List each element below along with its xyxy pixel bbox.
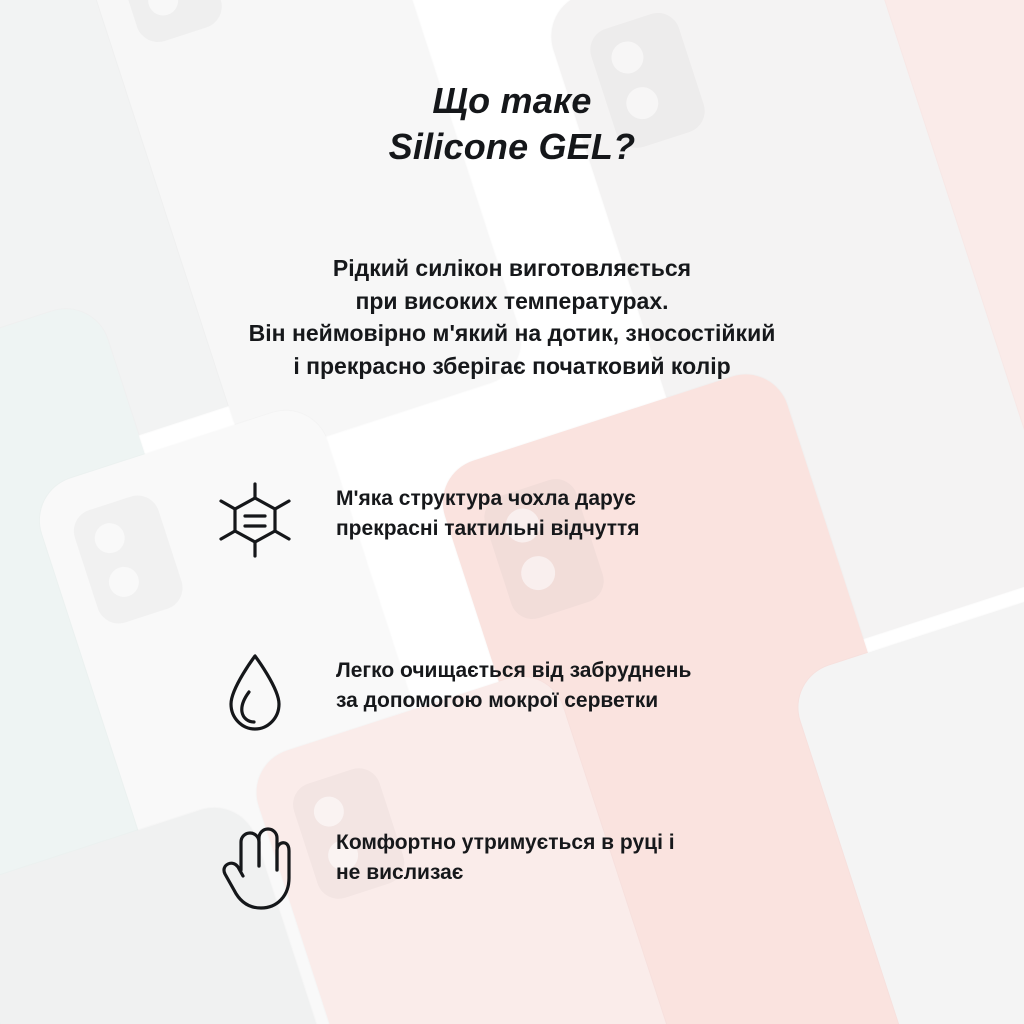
feature-item-comfortable-grip bbox=[196, 814, 896, 986]
feature-line-1: Комфортно утримується в руці і bbox=[336, 831, 675, 854]
page-title-line-1: Що таке bbox=[432, 80, 592, 121]
page-title-line-2: Silicone GEL? bbox=[388, 126, 636, 168]
page-subtitle bbox=[0, 252, 1024, 383]
feature-list bbox=[196, 470, 896, 986]
subtitle-line-1: Рідкий силікон виготовляється bbox=[332, 255, 692, 281]
molecule-icon bbox=[196, 470, 314, 564]
water-drop-icon bbox=[196, 642, 314, 740]
feature-text-easy-clean bbox=[314, 642, 691, 717]
feature-text-soft-structure bbox=[314, 470, 640, 545]
page-title bbox=[0, 78, 1024, 170]
feature-line-2: прекрасні тактильні відчуття bbox=[336, 517, 640, 541]
hand-icon bbox=[196, 814, 314, 914]
feature-item-soft-structure bbox=[196, 470, 896, 642]
subtitle-line-3: Він неймовірно м'який на дотик, зносостійкий bbox=[248, 320, 776, 347]
feature-line-1: М'яка структура чохла дарує bbox=[336, 487, 636, 510]
subtitle-line-4: і прекрасно зберігає початковий колір bbox=[293, 352, 731, 379]
subtitle-line-2: при високих температурах. bbox=[355, 287, 669, 314]
feature-line-1: Легко очищається від забруднень bbox=[336, 659, 692, 682]
feature-line-2: не вислизає bbox=[336, 861, 464, 885]
feature-item-easy-clean bbox=[196, 642, 896, 814]
feature-text-comfortable-grip bbox=[314, 814, 675, 889]
feature-line-2: за допомогою мокрої серветки bbox=[336, 689, 659, 713]
